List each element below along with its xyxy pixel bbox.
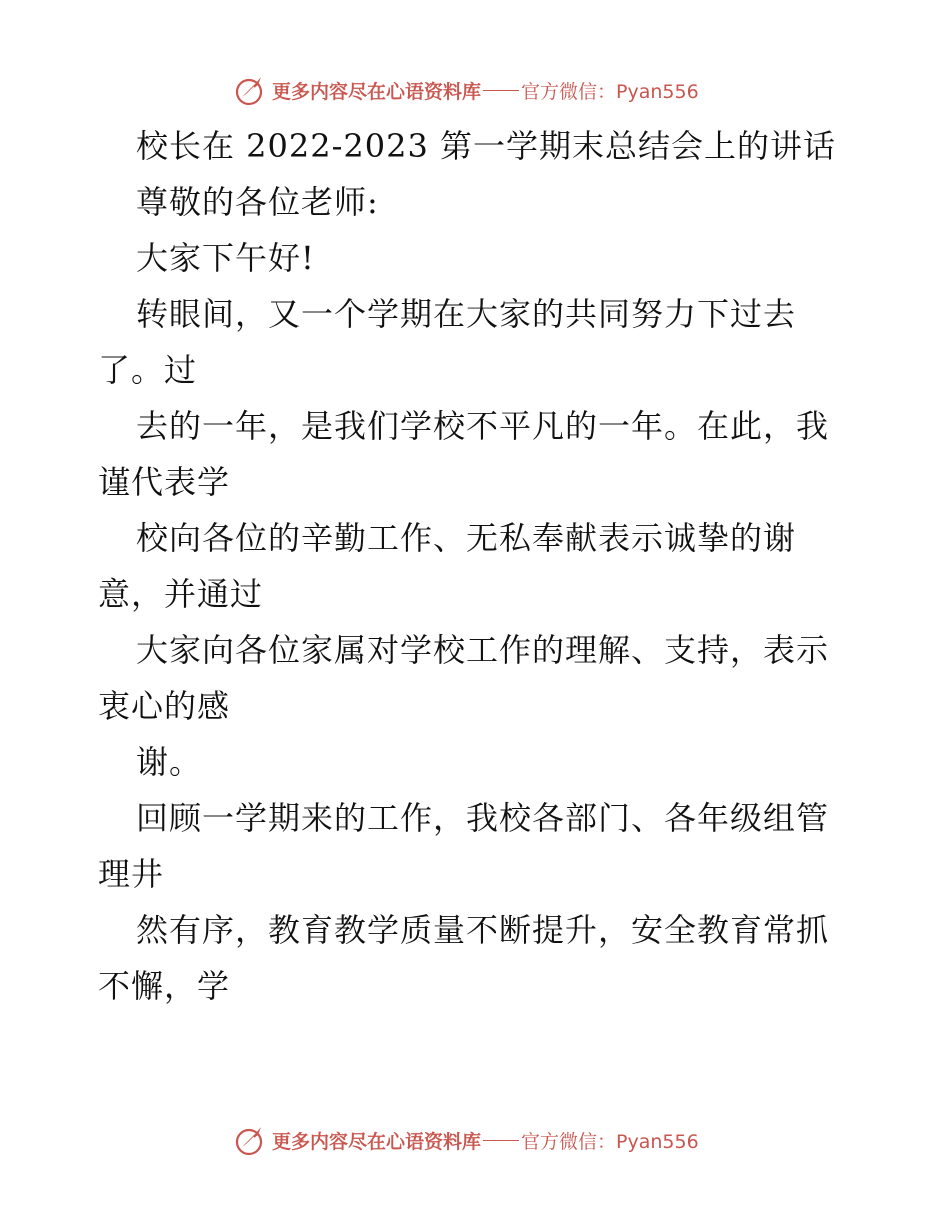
doc-line-9: 意，并通过 [98, 575, 264, 613]
quill-logo-icon [234, 73, 268, 107]
footer-watermark-banner [234, 1122, 714, 1158]
header-watermark-banner [234, 72, 714, 108]
header-wechat-text: 官方微信：Pyan556 [521, 80, 699, 103]
doc-line-8: 校向各位的辛勤工作、无私奉献表示诚挚的谢 [136, 519, 797, 557]
doc-line-11: 衷心的感 [98, 687, 231, 725]
doc-line-6: 去的一年，是我们学校不平凡的一年。在此，我 [136, 407, 830, 445]
doc-line-10: 大家向各位家属对学校工作的理解、支持，表示 [136, 631, 830, 669]
footer-banner-dash [483, 1140, 519, 1141]
header-banner-dash [483, 90, 519, 91]
quill-logo-icon [234, 1123, 268, 1157]
doc-line-5: 了。过 [98, 351, 198, 389]
document-body [98, 118, 878, 1014]
doc-line-7: 谨代表学 [98, 463, 231, 501]
doc-line-14: 理井 [98, 855, 165, 893]
footer-brand-text: 更多内容尽在心语资料库 [272, 1130, 482, 1153]
doc-line-4: 转眼间，又一个学期在大家的共同努力下过去 [136, 295, 797, 333]
doc-line-1: 校长在 2022-2023 第一学期末总结会上的讲话 [136, 127, 837, 165]
doc-line-16: 不懈，学 [98, 967, 231, 1005]
doc-line-12: 谢。 [136, 743, 203, 781]
doc-line-2: 尊敬的各位老师: [136, 183, 379, 221]
doc-line-3: 大家下午好! [136, 239, 315, 277]
header-brand-text: 更多内容尽在心语资料库 [272, 80, 482, 103]
footer-wechat-text: 官方微信：Pyan556 [521, 1130, 699, 1153]
doc-line-13: 回顾一学期来的工作，我校各部门、各年级组管 [136, 799, 830, 837]
doc-line-15: 然有序，教育教学质量不断提升，安全教育常抓 [136, 911, 830, 949]
